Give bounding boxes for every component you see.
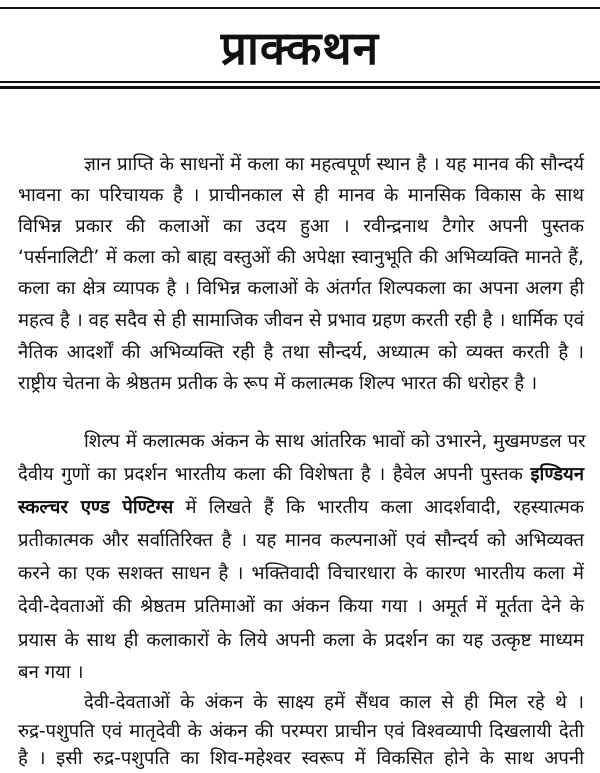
text-line: ज्ञान प्राप्ति के साधनों में कला का महत्वपूर्ण स्थान है । यह मानव की सौन्दर्य [84, 154, 584, 175]
text-line: बन गया । [18, 662, 84, 683]
page-title: प्राक्कथन [220, 21, 380, 75]
text-segment: में लिखते हैं कि भारतीय कला आदर्शवादी, रहस्यात्मक [173, 497, 584, 518]
text-line: महत्व है । वह सदैव से ही सामाजिक जीवन से प्रभाव ग्रहण करती रही है । धार्मिक एवं [18, 310, 584, 331]
text-line: करने का एक सशक्त साधन है । भक्तिवादी विचारधारा के कारण भारतीय कला में [18, 563, 584, 584]
text-line: नैतिक आदर्शों की अभिव्यक्ति रही है तथा सौन्दर्य, अध्यात्म को व्यक्त करती है । [18, 342, 584, 363]
text-line: भावना का परिचायक है । प्राचीनकाल से ही मानव के मानसिक विकास के साथ [18, 185, 584, 206]
text-line: रुद्र-पशुपति एवं मातृदेवी के अंकन की परम्परा प्राचीन एवं विश्वव्यापी दिखलायी देती [18, 721, 584, 742]
text-line: शिल्प में कलात्मक अंकन के साथ आंतरिक भावों को उभारने, मुखमण्डल पर [84, 431, 586, 452]
text-line: विभिन्न प्रकार की कलाओं का उदय हुआ । रवीन्द्रनाथ टैगोर अपनी पुस्तक [18, 216, 584, 237]
text-line: कला का क्षेत्र व्यापक है । विभिन्न कलाओं के अंतर्गत शिल्पकला का अपना अलग ही [18, 278, 584, 299]
text-line [18, 494, 584, 522]
text-line: राष्ट्रीय चेतना के श्रेष्ठतम प्रतीक के रूप में कलात्मक शिल्प भारत की धरोहर है । [18, 373, 538, 394]
title-rule-lower [0, 86, 600, 89]
text-line: प्रयास के साथ ही कलाकारों के लिये अपनी कला के प्रदर्शन का यह उत्कृष्ट माध्यम [18, 630, 584, 651]
top-rule [0, 7, 600, 9]
text-line: ‘पर्सनालिटी’ में कला को बाह्य वस्तुओं की अपेक्षा स्वानुभूति की अभिव्यक्ति मानते हैं, [18, 247, 584, 268]
text-segment: दैवीय गुणों का प्रदर्शन भारतीय कला की विशेषता है । हैवेल अपनी पुस्तक [18, 464, 531, 485]
text-line [18, 461, 584, 489]
text-line: देवी-देवताओं की श्रेष्ठतम प्रतिमाओं का अंकन किया गया । अमूर्त में मूर्तता देने के [18, 596, 584, 617]
text-line: देवी-देवताओं के अंकन के साक्ष्य हमें सैंधव काल से ही मिल रहे थे । [84, 692, 584, 713]
book-title: स्कल्चर एण्ड पेण्टिग्स [18, 497, 174, 518]
text-line: है । इसी रुद्र-पशुपति का शिव-महेश्वर स्वरूप में विकसित होने के साथ अपनी [18, 748, 584, 769]
book-title: इण्डियन [530, 464, 584, 485]
text-line: प्रतीकात्मक और सर्वातिरिक्त है । यह मानव कल्पनाओं एवं सौन्दर्य को अभिव्यक्त [18, 530, 584, 551]
title-rule-upper [0, 81, 600, 83]
